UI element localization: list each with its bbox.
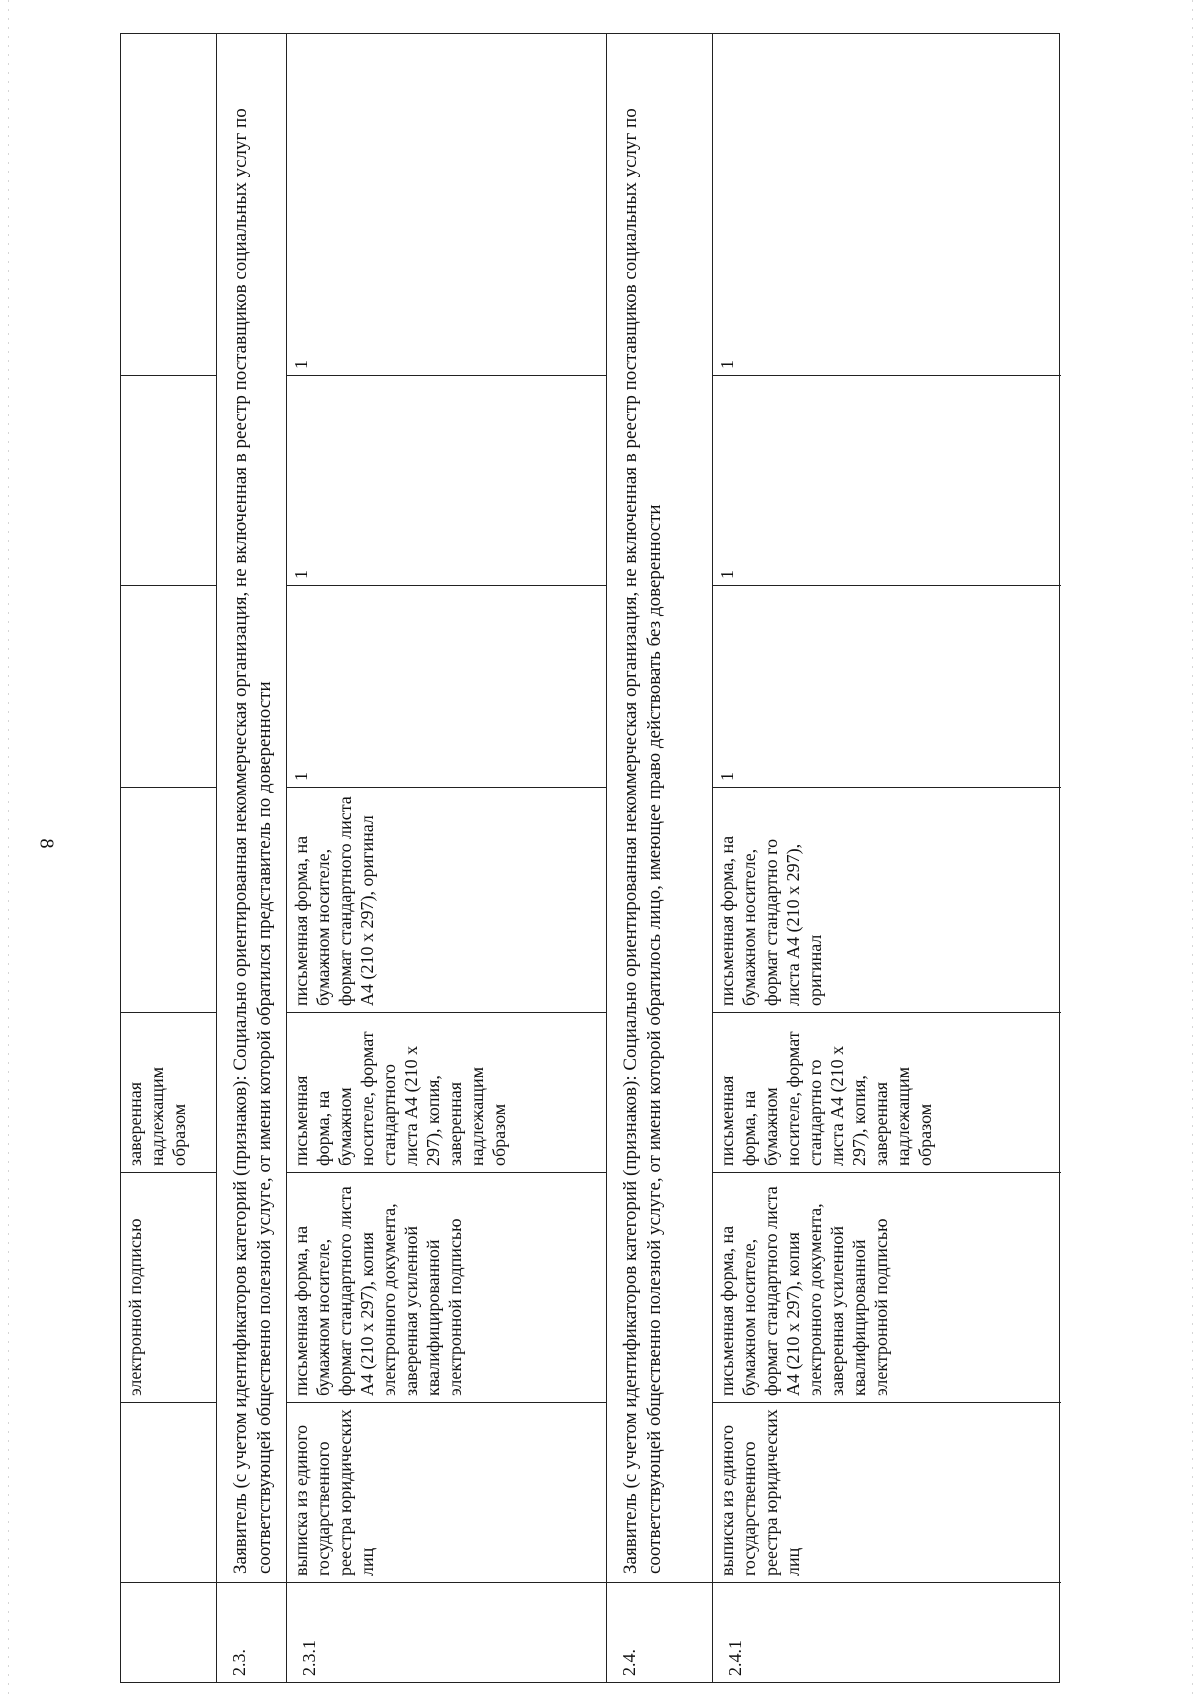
scan-edge-right bbox=[1192, 0, 1193, 1696]
count-1: 1 bbox=[713, 585, 1061, 787]
format-copy: письменная форма, на бумажном носителе, формат стандартного листа А4 (210 х 297), копия, заверенная надлежащим образом bbox=[287, 1012, 606, 1172]
table-row-section-2-3 bbox=[217, 34, 287, 1682]
section-number: 2.4. bbox=[607, 1582, 712, 1682]
document-name: выписка из единого государственного реестра юридических лиц bbox=[287, 1402, 606, 1582]
requirements-table bbox=[120, 33, 1060, 1683]
format-original: письменная форма, на бумажном носителе, формат стандартно го листа А4 (210 х 297), оригинал bbox=[713, 787, 1061, 1012]
cell-document-name bbox=[121, 1402, 216, 1582]
cell-count-1 bbox=[121, 585, 216, 787]
count-3: 1 bbox=[291, 360, 311, 369]
cell-format-electronic: электронной подписью bbox=[121, 1172, 216, 1402]
table-row-continuation bbox=[121, 34, 217, 1682]
count-3: 1 bbox=[717, 360, 737, 369]
document-name: выписка из единого государственного реестра юридических лиц bbox=[713, 1402, 1061, 1582]
format-electronic: письменная форма, на бумажном носителе, формат стандартного листа А4 (210 х 297), копия электронного документа, заверенная усиленной квалифицированной электронной подписью bbox=[713, 1172, 1061, 1402]
cell-format-original bbox=[121, 787, 216, 1012]
table-row-2-4-1 bbox=[713, 34, 1061, 1682]
table-row-section-2-4 bbox=[607, 34, 713, 1682]
section-description: Заявитель (с учетом идентификаторов категорий (признаков): Социально ориентированная некоммерческая организация, не включенная в реестр поставщиков социальных услуг по соответствующей общественно полезной услуге, от имени которой обратился представитель по доверенности bbox=[230, 108, 275, 1574]
page-number: 8 bbox=[35, 838, 58, 849]
cell-count-2 bbox=[121, 375, 216, 585]
row-number: 2.4.1 bbox=[713, 1582, 1061, 1682]
scan-edge-left bbox=[8, 0, 9, 1696]
format-original: письменная форма, на бумажном носителе, формат стандартного листа А4 (210 х 297), оригинал bbox=[287, 787, 606, 1012]
table-row-2-3-1 bbox=[287, 34, 607, 1682]
count-2: 1 bbox=[713, 375, 1061, 585]
cell-num bbox=[121, 1582, 216, 1682]
count-1: 1 bbox=[287, 585, 606, 787]
cell-format-copy: заверенная надлежащим образом bbox=[121, 1012, 216, 1172]
section-number: 2.3. bbox=[217, 1582, 286, 1682]
cell-count-3 bbox=[121, 32, 216, 375]
section-description: Заявитель (с учетом идентификаторов категорий (признаков): Социально ориентированная некоммерческая организация, не включенная в реестр поставщиков социальных услуг по соответствующей общественно полезной услуге, от имени которой обратилось лицо, имеющее право действовать без доверенности bbox=[620, 108, 665, 1574]
format-copy: письменная форма, на бумажном носителе, формат стандартно го листа А4 (210 х 297), копия, заверенная надлежащим образом bbox=[713, 1012, 1061, 1172]
row-number: 2.3.1 bbox=[287, 1582, 606, 1682]
count-2: 1 bbox=[287, 375, 606, 585]
format-electronic: письменная форма, на бумажном носителе, формат стандартного листа А4 (210 х 297), копия электронного документа, заверенная усиленной квалифицированной электронной подписью bbox=[287, 1172, 606, 1402]
table-container bbox=[120, 33, 1060, 1683]
